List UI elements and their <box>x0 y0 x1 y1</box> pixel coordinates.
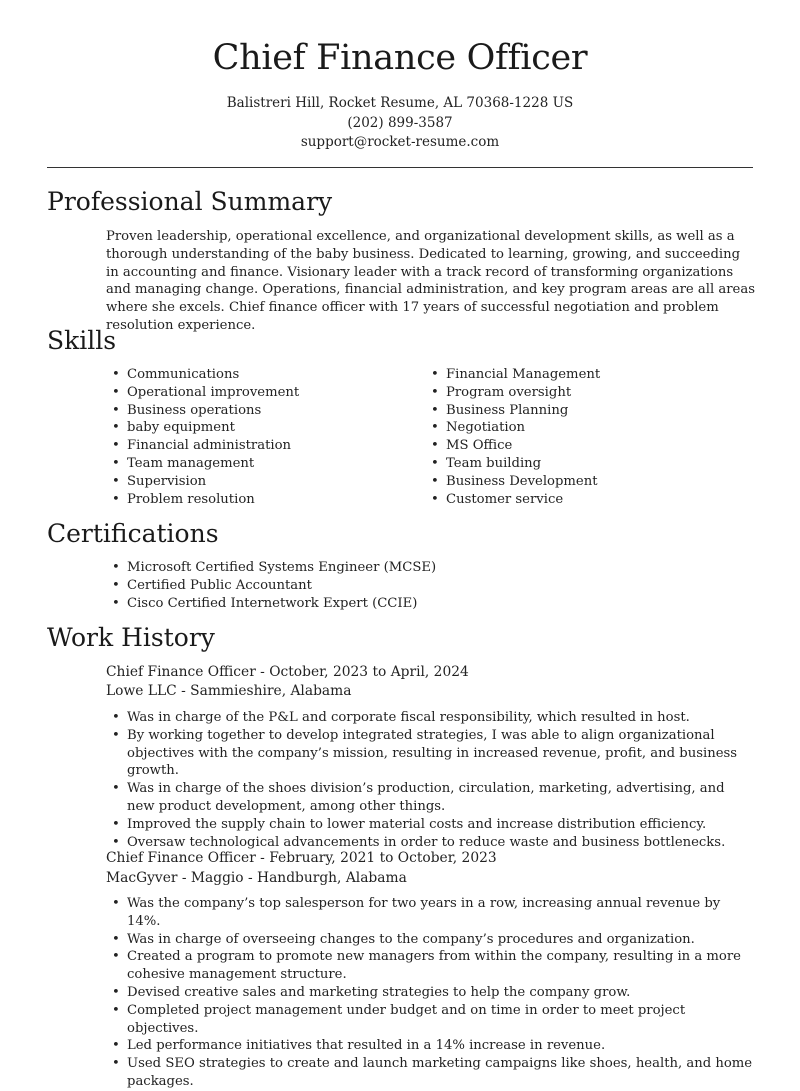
contact-address: Balistreri Hill, Rocket Resume, AL 70368-1228 US <box>226 95 574 111</box>
job-title-line: Chief Finance Officer - February, 2021 to October, 2023 <box>106 850 497 866</box>
certification-item: • Certified Public Accountant <box>106 577 756 595</box>
skill-item: • baby equipment <box>106 419 406 437</box>
job-bullet: • By working together to develop integrated strategies, I was able to align organizational objectives with the company’s mission, resulting in increased revenue, profit, and business growth. <box>106 727 756 780</box>
skill-item: • Financial administration <box>106 437 406 455</box>
skill-item: • Operational improvement <box>106 384 406 402</box>
skill-item: • Team management <box>106 455 406 473</box>
skill-item: • Customer service <box>425 491 755 509</box>
resume-name: Chief Finance Officer <box>212 38 588 78</box>
job-bullet: • Was in charge of the P&L and corporate fiscal responsibility, which resulted in host. <box>106 709 756 727</box>
contact-phone: (202) 899-3587 <box>347 114 453 131</box>
header-divider <box>47 167 753 168</box>
contact-email: support@rocket-resume.com <box>300 134 500 150</box>
skill-item: • Team building <box>425 455 755 473</box>
job-title-line: Chief Finance Officer - October, 2023 to April, 2024 <box>106 664 469 680</box>
skill-item: • Program oversight <box>425 384 755 402</box>
skill-item: • Business Development <box>425 473 755 491</box>
skill-item: • Business operations <box>106 402 406 420</box>
contact-block <box>0 94 800 153</box>
job-bullet: • Created a program to promote new managers from within the company, resulting in a more cohesive management structure. <box>106 948 756 984</box>
skill-item: • Supervision <box>106 473 406 491</box>
skill-item: • Business Planning <box>425 402 755 420</box>
skill-item: • Communications <box>106 366 406 384</box>
job-bullet: • Led performance initiatives that resulted in a 14% increase in revenue. <box>106 1037 756 1055</box>
job-bullet: • Was in charge of the shoes division’s production, circulation, marketing, advertising, and new product development, among other things. <box>106 780 756 816</box>
work-history-heading: Work History <box>47 623 215 652</box>
certification-item: • Microsoft Certified Systems Engineer (MCSE) <box>106 559 756 577</box>
skills-list-right <box>425 366 755 508</box>
job-company-line: MacGyver - Maggio - Handburgh, Alabama <box>106 870 407 886</box>
certifications-heading: Certifications <box>47 519 219 548</box>
certifications-list <box>106 559 756 612</box>
job-bullet: • Used SEO strategies to create and launch marketing campaigns like shoes, health, and home packages. <box>106 1055 756 1091</box>
job-bullet: • Devised creative sales and marketing strategies to help the company grow. <box>106 984 756 1002</box>
job-bullets <box>106 709 756 851</box>
summary-text: Proven leadership, operational excellence, and organizational development skills, as well as a thorough understanding of the baby business. Dedicated to learning, growing, and succeeding in accounting and finance. Visionary leader with a track record of transforming organizations and managing change. Operations, financial administration, and key program areas are all areas where she excels. Chief finance officer with 17 years of successful negotiation and problem resolution experience. <box>106 229 755 333</box>
summary-heading: Professional Summary <box>47 187 333 216</box>
skill-item: • Financial Management <box>425 366 755 384</box>
job-bullet: • Was in charge of overseeing changes to the company’s procedures and organization. <box>106 931 756 949</box>
job-bullet: • Was the company’s top salesperson for two years in a row, increasing annual revenue by 14%. <box>106 895 756 931</box>
skill-item: • Problem resolution <box>106 491 406 509</box>
job-company-line: Lowe LLC - Sammieshire, Alabama <box>106 683 352 699</box>
skills-heading: Skills <box>47 326 117 355</box>
job-bullet: • Completed project management under budget and on time in order to meet project objectives. <box>106 1002 756 1038</box>
job-bullet: • Oversaw technological advancements in order to reduce waste and business bottlenecks. <box>106 834 756 852</box>
job-bullet: • Improved the supply chain to lower material costs and increase distribution efficiency. <box>106 816 756 834</box>
certification-item: • Cisco Certified Internetwork Expert (CCIE) <box>106 595 756 613</box>
skill-item: • Negotiation <box>425 419 755 437</box>
skill-item: • MS Office <box>425 437 755 455</box>
skills-list-left <box>106 366 406 508</box>
job-bullets <box>106 895 756 1091</box>
